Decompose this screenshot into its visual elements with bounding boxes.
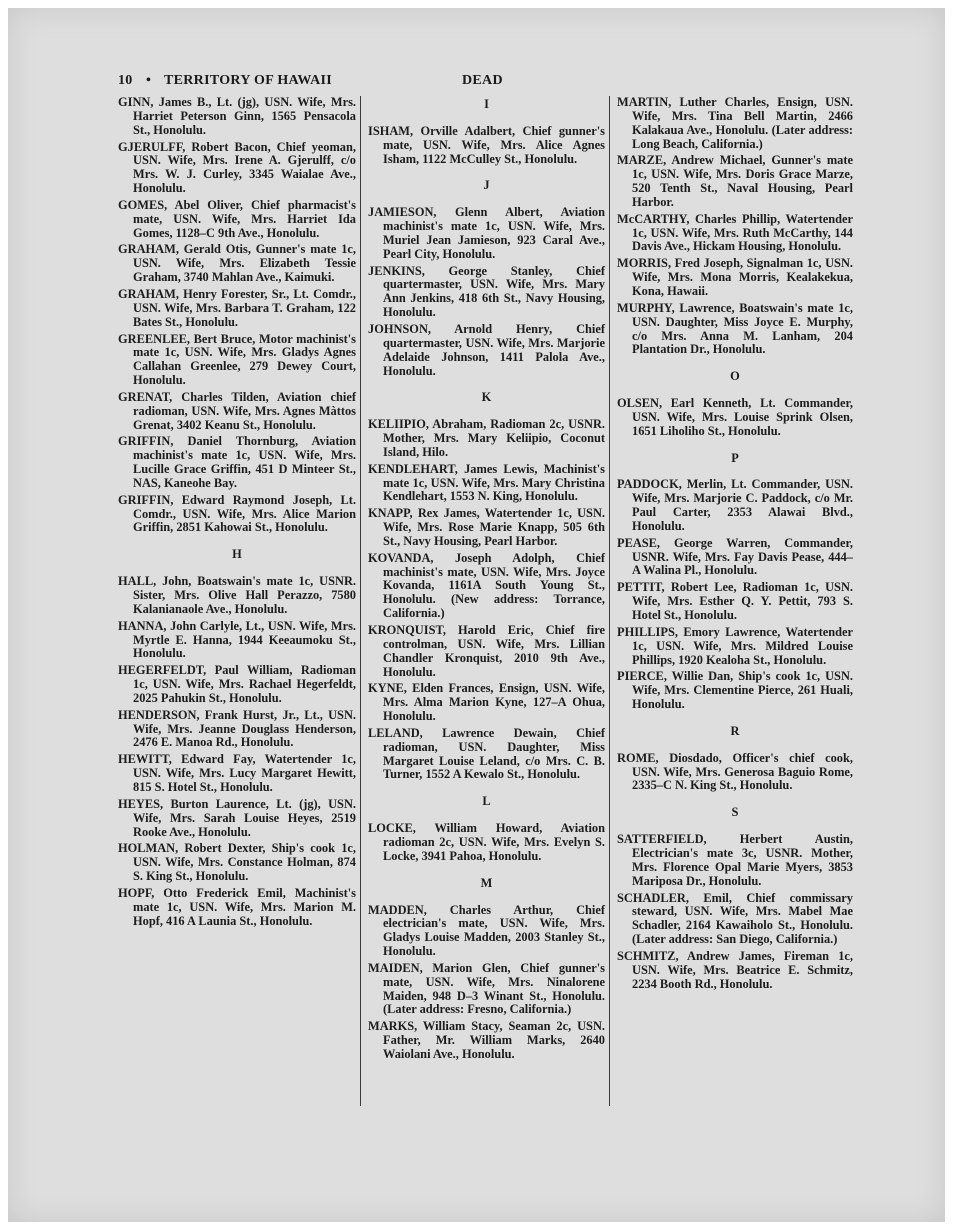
casualty-entry: MARTIN, Luther Charles, Ensign, USN. Wife, Mrs. Tina Bell Martin, 2466 Kalakaua Ave., Honolulu. (Later address: Long Beach, California.) — [617, 95, 853, 151]
casualty-entry: GREENLEE, Bert Bruce, Motor machinist's mate 1c, USN. Wife, Mrs. Gladys Agnes Callahan Greenlee, 279 Dewey Court, Honolulu. — [118, 331, 356, 388]
section-letter: L — [482, 794, 491, 809]
header-bullet: • — [146, 73, 152, 88]
casualty-entry: KRONQUIST, Harold Eric, Chief fire controlman, USN. Wife, Mrs. Lillian Chandler Kronquist, 2010 9th Ave., Honolulu. — [368, 623, 605, 679]
casualty-entry: HANNA, John Carlyle, Lt., USN. Wife, Mrs. Myrtle E. Hanna, 1944 Keeaumoku St., Honolulu. — [118, 618, 356, 661]
casualty-entry: PEASE, George Warren, Commander, USNR. Wife, Mrs. Fay Davis Pease, 444–A Walina Pl., Honolulu. — [617, 535, 853, 578]
casualty-entry: MARZE, Andrew Michael, Gunner's mate 1c, USN. Wife, Mrs. Doris Grace Marze, 520 Tenth St., Naval Housing, Pearl Harbor. — [617, 153, 853, 209]
column-divider — [360, 96, 361, 1106]
casualty-entry: MAIDEN, Marion Glen, Chief gunner's mate, USN. Wife, Mrs. Ninalorene Maiden, 948 D–3 Winant St., Honolulu. (Later address: Fresno, California.) — [368, 960, 605, 1017]
section-letter: K — [481, 390, 492, 405]
casualty-entry: HALL, John, Boatswain's mate 1c, USNR. Sister, Mrs. Olive Hall Perazzo, 7580 Kalanianaole Ave., Honolulu. — [118, 574, 356, 616]
section-letter: S — [731, 805, 739, 820]
casualty-entry: PIERCE, Willie Dan, Ship's cook 1c, USN. Wife, Mrs. Clementine Pierce, 261 Huali, Honolulu. — [617, 669, 853, 712]
section-letter: R — [730, 723, 740, 738]
casualty-entry: HOLMAN, Robert Dexter, Ship's cook 1c, USN. Wife, Mrs. Constance Holman, 874 S. King St., Honolulu. — [118, 841, 356, 884]
casualty-entry: KYNE, Elden Frances, Ensign, USN. Wife, Mrs. Alma Marion Kyne, 127–A Ohua, Honolulu. — [368, 681, 605, 724]
casualty-entry: SATTERFIELD, Herbert Austin, Electrician's mate 3c, USNR. Mother, Mrs. Florence Opal Marie Myers, 3853 Mariposa Dr., Honolulu. — [617, 832, 853, 888]
casualty-entry: KOVANDA, Joseph Adolph, Chief machinist's mate, USN. Wife, Mrs. Joyce Kovanda, 1161A South Young St., Honolulu. (New address: Torrance, California.) — [368, 550, 605, 621]
section-letter: I — [484, 97, 489, 111]
casualty-entry: GRAHAM, Gerald Otis, Gunner's mate 1c, USN. Wife, Mrs. Elizabeth Tessie Graham, 3740 Mahlan Ave., Kaimuki. — [118, 242, 356, 285]
casualty-entry: McCARTHY, Charles Phillip, Watertender 1c, USN. Wife, Mrs. Ruth McCarthy, 144 Davis Ave., Hickam Housing, Honolulu. — [617, 211, 853, 254]
casualty-entry: KELIIPIO, Abraham, Radioman 2c, USNR. Mother, Mrs. Mary Keliipio, Coconut Island, Hilo. — [368, 417, 605, 459]
casualty-entry: LOCKE, William Howard, Aviation radioman 2c, USN. Wife, Mrs. Evelyn S. Locke, 3941 Pahoa, Honolulu. — [368, 821, 605, 863]
section-letter: P — [731, 450, 739, 465]
casualty-entry: GOMES, Abel Oliver, Chief pharmacist's mate, USN. Wife, Mrs. Harriet Ida Gomes, 1128–C 9th Ave., Honolulu. — [118, 197, 356, 240]
casualty-entry: PHILLIPS, Emory Lawrence, Watertender 1c, USN. Wife, Mrs. Mildred Louise Phillips, 1920 Kealoha St., Honolulu. — [617, 624, 853, 667]
casualty-entry: JOHNSON, Arnold Henry, Chief quartermaster, USN. Wife, Mrs. Marjorie Adelaide Johnson, 1411 Palola Ave., Honolulu. — [368, 321, 605, 378]
casualty-entry: PETTIT, Robert Lee, Radioman 1c, USN. Wife, Mrs. Esther Q. Y. Pettit, 793 S. Hotel St., Honolulu. — [617, 580, 853, 622]
casualty-entry: GRIFFIN, Edward Raymond Joseph, Lt. Comdr., USN. Wife, Mrs. Alice Marion Griffin, 2851 Kahowai St., Honolulu. — [118, 492, 356, 535]
page-number: 10 — [118, 73, 133, 88]
section-letter: O — [730, 369, 740, 384]
casualty-entry: SCHADLER, Emil, Chief commissary steward, USN. Wife, Mrs. Mabel Mae Schadler, 2164 Kawaiholo St., Honolulu. (Later address: San Diego, California.) — [617, 890, 853, 947]
casualty-entry: HENDERSON, Frank Hurst, Jr., Lt., USN. Wife, Mrs. Jeanne Douglass Henderson, 2476 E. Manoa Rd., Honolulu. — [118, 707, 356, 750]
casualty-entry: KNAPP, Rex James, Watertender 1c, USN. Wife, Mrs. Rose Marie Knapp, 505 6th St., Navy Housing, Pearl Harbor. — [368, 506, 605, 548]
casualty-entry: JAMIESON, Glenn Albert, Aviation machinist's mate 1c, USN. Wife, Mrs. Muriel Jean Jamieson, 923 Caral Ave., Pearl City, Honolulu. — [368, 205, 605, 261]
casualty-entry: GRIFFIN, Daniel Thornburg, Aviation machinist's mate 1c, USN. Wife, Mrs. Lucille Grace Griffin, 451 D Minteer St., NAS, Kaneohe Bay. — [118, 434, 356, 490]
casualty-entry: HEWITT, Edward Fay, Watertender 1c, USN. Wife, Mrs. Lucy Margaret Hewitt, 815 S. Hotel St., Honolulu. — [118, 752, 356, 794]
casualty-entry: HEYES, Burton Laurence, Lt. (jg), USN. Wife, Mrs. Sarah Louise Heyes, 2519 Rooke Ave., Honolulu. — [118, 796, 356, 839]
column-3 — [617, 96, 853, 994]
casualty-entry: ISHAM, Orville Adalbert, Chief gunner's mate, USN. Wife, Mrs. Alice Agnes Isham, 1122 McCulley St., Honolulu. — [368, 123, 605, 166]
casualty-entry: HOPF, Otto Frederick Emil, Machinist's mate 1c, USN. Wife, Mrs. Marion M. Hopf, 416 A Launia St., Honolulu. — [118, 885, 356, 928]
casualty-entry: MURPHY, Lawrence, Boatswain's mate 1c, USN. Daughter, Miss Joyce E. Murphy, c/o Mrs. Anna M. Lanham, 204 Plantation Dr., Honolulu. — [617, 300, 853, 357]
casualty-entry: HEGERFELDT, Paul William, Radioman 1c, USN. Wife, Mrs. Rachael Hegerfeldt, 2025 Pahukin St., Honolulu. — [118, 663, 356, 705]
casualty-entry: GRENAT, Charles Tilden, Aviation chief radioman, USN. Wife, Mrs. Agnes Màttos Grenat, 3402 Keanu St., Honolulu. — [118, 389, 356, 432]
casualty-entry: MORRIS, Fred Joseph, Signalman 1c, USN. Wife, Mrs. Mona Morris, Kealakekua, Kona, Hawaii. — [617, 256, 853, 298]
section-letter: H — [232, 547, 242, 562]
section-letter: J — [483, 178, 490, 193]
casualty-entry: GINN, James B., Lt. (jg), USN. Wife, Mrs. Harriet Peterson Ginn, 1565 Pensacola St., Honolulu. — [118, 95, 356, 137]
casualty-entry: GRAHAM, Henry Forester, Sr., Lt. Comdr., USN. Wife, Mrs. Barbara T. Graham, 122 Bates St., Honolulu. — [118, 286, 356, 329]
casualty-entry: SCHMITZ, Andrew James, Fireman 1c, USN. Wife, Mrs. Beatrice E. Schmitz, 2234 Booth Rd., Honolulu. — [617, 948, 853, 991]
casualty-entry: KENDLEHART, James Lewis, Machinist's mate 1c, USN. Wife, Mrs. Mary Christina Kendlehart, 1553 N. King, Honolulu. — [368, 461, 605, 504]
casualty-entry: GJERULFF, Robert Bacon, Chief yeoman, USN. Wife, Mrs. Irene A. Gjerulff, c/o Mrs. W. J. Curley, 3345 Waialae Ave., Honolulu. — [118, 139, 356, 196]
column-divider — [609, 96, 610, 1106]
casualty-entry: MADDEN, Charles Arthur, Chief electrician's mate, USN. Wife, Mrs. Gladys Louise Madden, 2003 Stanley St., Honolulu. — [368, 902, 605, 959]
section-letter: M — [480, 875, 493, 890]
casualty-entry: ROME, Diosdado, Officer's chief cook, USN. Wife, Mrs. Generosa Baguio Rome, 2335–C N. King St., Honolulu. — [617, 750, 853, 793]
casualty-entry: LELAND, Lawrence Dewain, Chief radioman, USN. Daughter, Miss Margaret Louise Leland, c/o Mrs. C. B. Turner, 1552 A Kewalo St., Honolulu. — [368, 725, 605, 782]
category-title: DEAD — [462, 73, 503, 88]
casualty-entry: JENKINS, George Stanley, Chief quartermaster, USN. Wife, Mrs. Mary Ann Jenkins, 418 6th St., Navy Housing, Honolulu. — [368, 263, 605, 320]
section-title: TERRITORY OF HAWAII — [164, 73, 333, 88]
casualty-entry: OLSEN, Earl Kenneth, Lt. Commander, USN. Wife, Mrs. Louise Sprink Olsen, 1651 Liholiho St., Honolulu. — [617, 396, 853, 438]
page-header — [118, 73, 858, 91]
column-2 — [368, 96, 605, 1065]
column-1 — [118, 96, 356, 931]
casualty-entry: PADDOCK, Merlin, Lt. Commander, USN. Wife, Mrs. Marjorie C. Paddock, c/o Mr. Paul Carter, 2353 Alawai Blvd., Honolulu. — [617, 477, 853, 533]
casualty-entry: MARKS, William Stacy, Seaman 2c, USN. Father, Mr. William Marks, 2640 Waiolani Ave., Honolulu. — [368, 1019, 605, 1061]
